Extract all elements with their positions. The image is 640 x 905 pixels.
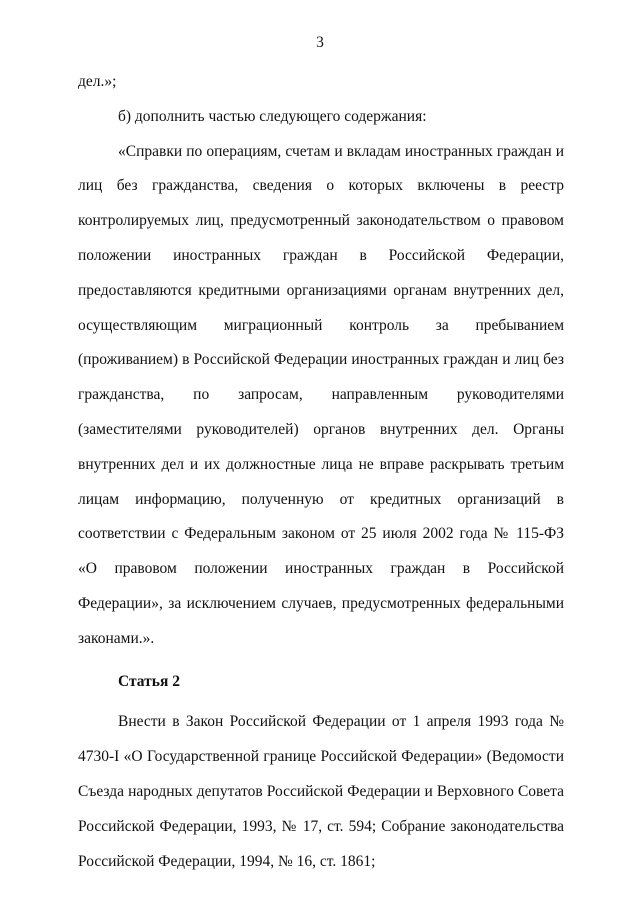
paragraph-closing-fragment: дел.»; (78, 73, 117, 90)
paragraph-article-2: Внести в Закон Российской Федерации от 1 апреля 1993 года № 4730-I «О Государственной границе Российской Федерации» (Ведомости Съезда народных депутатов Российской Федерации и Верховного Совета Российской Федерации, 1993, № 17, ст. 594; Собрание законодательства Российской Федерации, 1994, № 16, ст. 1861; (78, 713, 564, 870)
document-body (78, 65, 564, 879)
article-heading: Статья 2 (118, 672, 180, 690)
paragraph-inserted-part: «Справки по операциям, счетам и вкладам иностранных граждан и лиц без гражданства, сведения о которых включены в реестр контролируемых лиц, предусмотренный законодательством о правовом положении иностранных граждан в Российской Федерации, предоставляются кредитными организациями органам внутренних дел, осуществляющим миграционный контроль за пребыванием (проживанием) в Российской Федерации иностранных граждан и лиц без гражданства, по запросам, направленным руководителями (заместителями руководителей) органов внутренних дел. Органы внутренних дел и их должностные лица не вправе раскрывать третьим лицам информацию, полученную от кредитных организаций в соответствии с Федеральным законом от 25 июля 2002 года № 115-ФЗ «О правовом положении иностранных граждан в Российской Федерации», за исключением случаев, предусмотренных федеральными законами.». (78, 142, 564, 647)
paragraph-amendment-intro: б) дополнить частью следующего содержания: (118, 107, 427, 125)
page-number: 3 (316, 34, 324, 51)
